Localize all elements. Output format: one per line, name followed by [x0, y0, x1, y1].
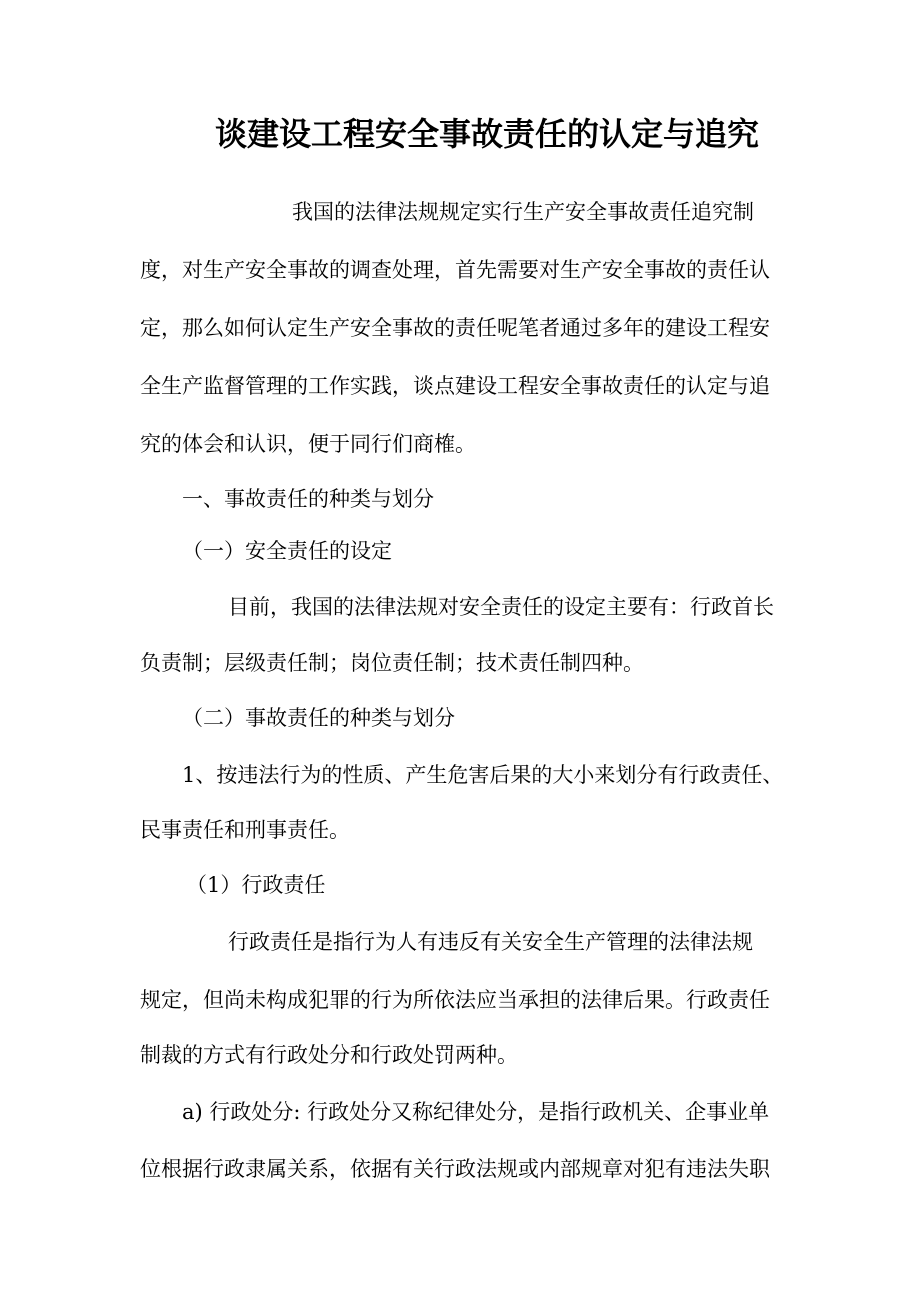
- paragraph-line: 负责制；层级责任制；岗位责任制；技术责任制四种。: [140, 651, 644, 675]
- paragraph-line: 究的体会和认识，便于同行们商榷。: [140, 432, 476, 456]
- paragraph-line: 我国的法律法规规定实行生产安全事故责任追究制: [292, 200, 754, 224]
- section-heading: 一、事故责任的种类与划分: [182, 487, 434, 511]
- paragraph-line: 制裁的方式有行政处分和行政处罚两种。: [140, 1043, 518, 1067]
- paragraph-line: 定，那么如何认定生产安全事故的责任呢笔者通过多年的建设工程安: [140, 316, 770, 340]
- paragraph-line: 民事责任和刑事责任。: [140, 818, 350, 842]
- paragraph-line: 1、按违法行为的性质、产生危害后果的大小来划分有行政责任、: [182, 763, 784, 787]
- paragraph-line: 度，对生产安全事故的调查处理，首先需要对生产安全事故的责任认: [140, 258, 770, 282]
- paragraph-line: 规定，但尚未构成犯罪的行为所依法应当承担的法律后果。行政责任: [140, 988, 770, 1012]
- paragraph-line: 行政责任是指行为人有违反有关安全生产管理的法律法规: [228, 930, 753, 954]
- paragraph-line: 目前，我国的法律法规对安全责任的设定主要有：行政首长: [228, 595, 774, 619]
- paragraph-line: a) 行政处分: 行政处分又称纪律处分，是指行政机关、企事业单: [182, 1100, 770, 1124]
- paragraph-line: 位根据行政隶属关系，依据有关行政法规或内部规章对犯有违法失职: [140, 1157, 770, 1181]
- paragraph-line: 全生产监督管理的工作实践，谈点建设工程安全事故责任的认定与追: [140, 374, 770, 398]
- subsection-heading: （二）事故责任的种类与划分: [182, 706, 455, 730]
- subsection-heading: （1）行政责任: [186, 873, 326, 897]
- subsection-heading: （一）安全责任的设定: [182, 539, 392, 563]
- document-title: 谈建设工程安全事故责任的认定与追究: [215, 115, 760, 153]
